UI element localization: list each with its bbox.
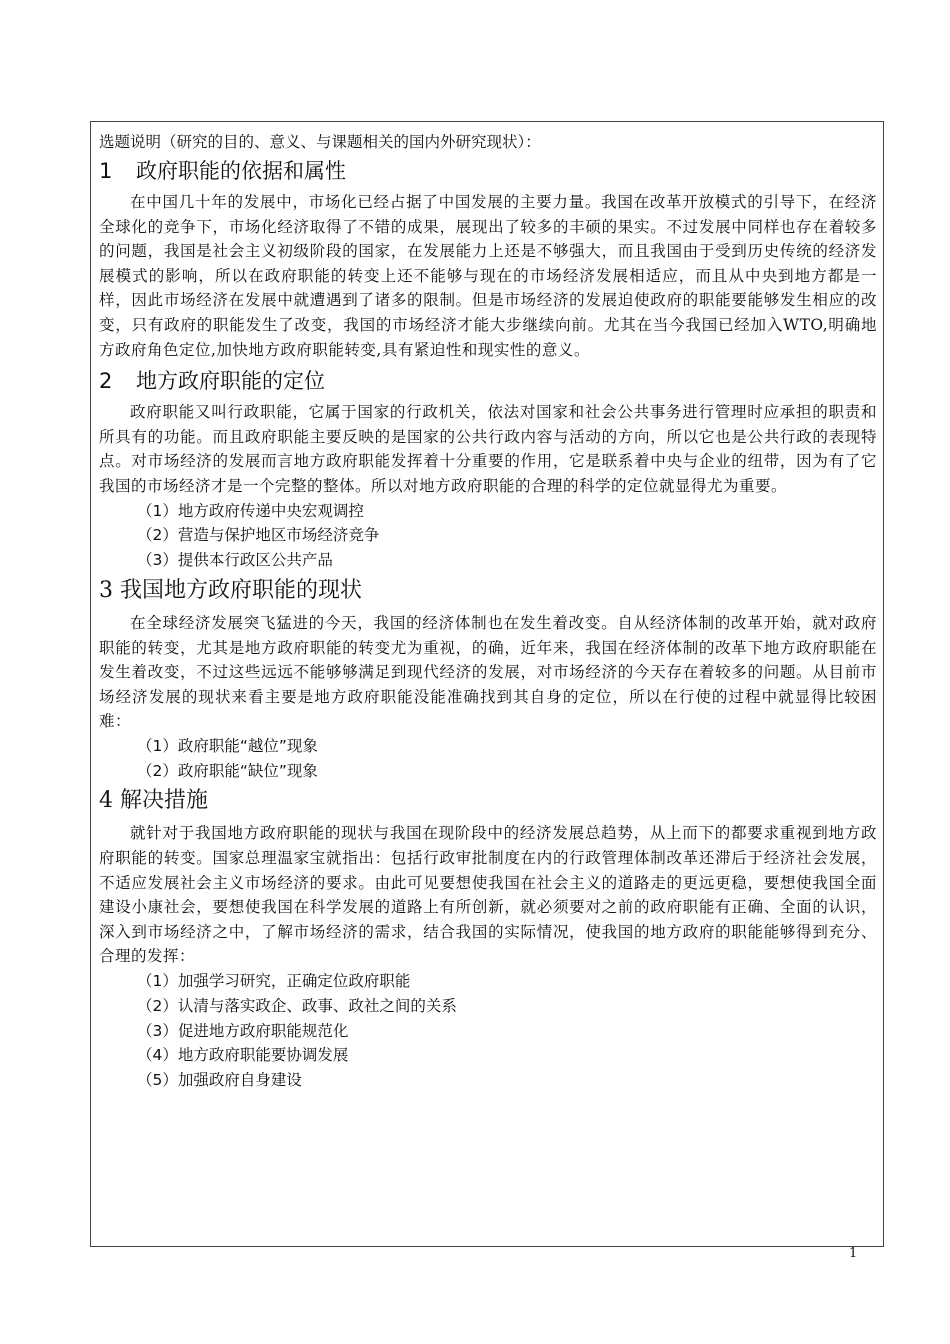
section-2-title: 地方政府职能的定位 [136, 369, 325, 394]
section-4-heading: 4 解决措施 [99, 788, 208, 814]
page-number: 1 [849, 1246, 858, 1261]
section-3-item: （1）政府职能“越位”现象 [137, 736, 318, 755]
section-3-heading: 3 我国地方政府职能的现状 [99, 577, 362, 603]
section-1-number: 1 [99, 159, 113, 183]
section-4-paragraph: 就针对于我国地方政府职能的现状与我国在现阶段中的经济发展总趋势，从上而下的都要求重视到地方政府职能的转变。国家总理温家宝就指出：包括行政审批制度在内的行政管理体制改革还滞后于经济社会发展，不适应发展社会主义市场经济的要求。由此可见要想使我国在社会主义的道路走的更远更稳，要想使我国全面建设小康社会，要想使我国在科学发展的道路上有所创新，就必须要对之前的政府职能有正确、全面的认识，深入到市场经济之中，了解市场经济的需求，结合我国的实际情况，使我国的地方政府的职能能够得到充分、合理的发挥： [99, 824, 877, 966]
section-4-item: （3）促进地方政府职能规范化 [137, 1021, 349, 1040]
section-2-paragraph: 政府职能又叫行政职能，它属于国家的行政机关，依法对国家和社会公共事务进行管理时应承担的职责和所具有的功能。而且政府职能主要反映的是国家的公共行政内容与活动的方向，所以它也是公共行政的表现特点。对市场经济的发展而言地方政府职能发挥着十分重要的作用，它是联系着中央与企业的纽带，因为有了它我国的市场经济才是一个完整的整体。所以对地方政府职能的合理的科学的定位就显得尤为重要。 [99, 403, 877, 495]
content [99, 130, 877, 1093]
section-4-item: （1）加强学习研究，正确定位政府职能 [137, 972, 411, 991]
section-2-number: 2 [99, 369, 113, 394]
section-4-item: （4）地方政府职能要协调发展 [137, 1046, 349, 1065]
section-2-item: （1）地方政府传递中央宏观调控 [137, 501, 364, 520]
section-3-paragraph: 在全球经济发展突飞猛进的今天，我国的经济体制也在发生着改变。自从经济体制的改革开始，就对政府职能的转变，尤其是地方政府职能的转变尤为重视，的确，近年来，我国在经济体制的改革下地方政府职能在发生着改变，不过这些远远不能够够满足到现代经济的发展，对市场经济的今天存在着较多的问题。从目前市场经济发展的现状来看主要是地方政府职能没能准确找到其自身的定位，所以在行使的过程中就显得比较困难： [99, 613, 877, 731]
section-2-item: （3）提供本行政区公共产品 [137, 551, 333, 570]
section-4-item: （2）认清与落实政企、政事、政社之间的关系 [137, 996, 457, 1015]
section-1-paragraph: 在中国几十年的发展中，市场化已经占据了中国发展的主要力量。我国在改革开放模式的引导下，在经济全球化的竞争下，市场化经济取得了不错的成果，展现出了较多的丰硕的果实。不过发展中同样也存在着较多的问题，我国是社会主义初级阶段的国家，在发展能力上还是不够强大，而且我国由于受到历史传统的经济发展模式的影响，所以在政府职能的转变上还不能够与现在的市场经济发展相适应，而且从中央到地方都是一样，因此市场经济在发展中就遭遇到了诸多的限制。但是市场经济的发展迫使政府的职能要能够发生相应的改变，只有政府的职能发生了改变，我国的市场经济才能大步继续向前。尤其在当今我国已经加入WTO,明确地方政府角色定位,加快地方政府职能转变,具有紧迫性和现实性的意义。 [99, 193, 877, 359]
section-4-item: （5）加强政府自身建设 [137, 1071, 302, 1090]
section-2-item: （2）营造与保护地区市场经济竞争 [137, 526, 380, 545]
section-2-heading [99, 366, 877, 396]
section-3-item: （2）政府职能“缺位”现象 [137, 761, 318, 780]
section-1-title: 政府职能的依据和属性 [136, 159, 346, 183]
table-frame [90, 121, 884, 1247]
section-1-heading [99, 156, 877, 186]
intro-label: 选题说明（研究的目的、意义、与课题相关的国内外研究现状）： [99, 133, 541, 151]
